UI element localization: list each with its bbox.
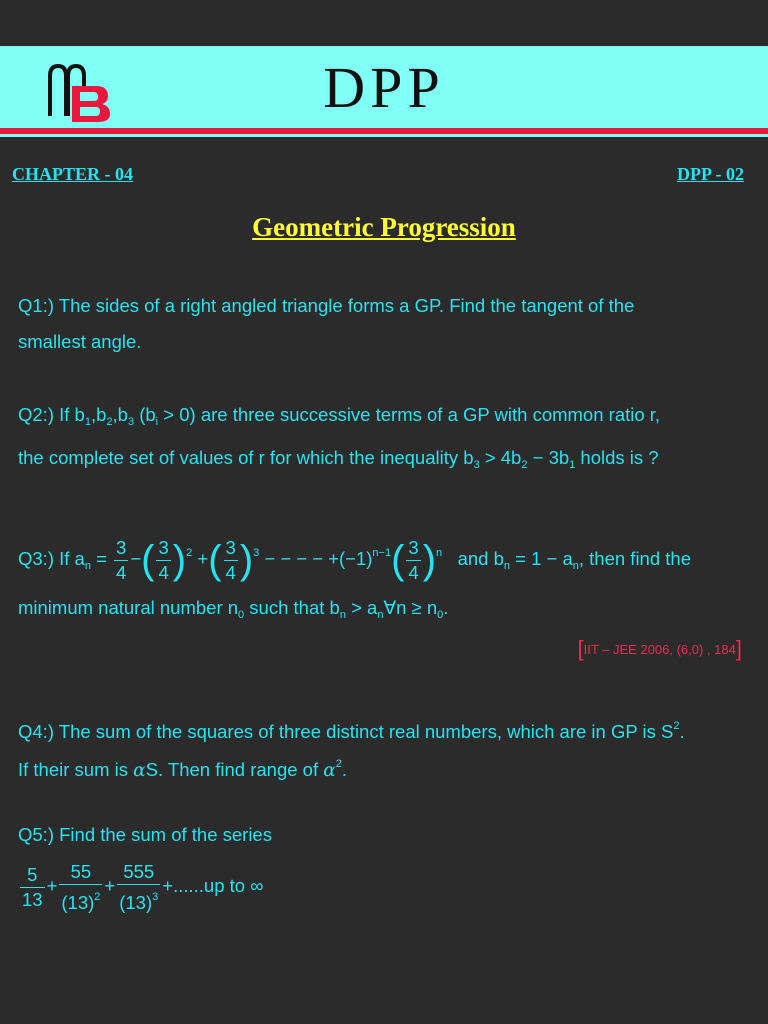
dpp-number-label: DPP - 02	[677, 164, 744, 184]
q1-line2: smallest angle.	[18, 331, 142, 352]
topic-heading: Geometric Progression	[252, 212, 516, 242]
q5-line1: Q5:) Find the sum of the series	[18, 824, 272, 845]
q4-line1: Q4:) The sum of the squares of three distinct real numbers, which are in GP is $S^2$.	[18, 720, 685, 742]
q3-reference: [IIT – JEE 2006, (6,0) , 184]	[577, 636, 742, 661]
q3-line2: minimum natural number $n_0$ such that $b_n$ > $a_n\forall n \ge n_0$.	[18, 597, 449, 621]
q3-line1: Q3:) If $a_n$ = $\frac{3}{4}$ −( $\frac{3}{4}$ )$^2$ +( $\frac{3}{4}$ )$^3$ − − − − $+(-1)^{n-1}$( $\frac{3}{4}$ )$^n$ and $b_n = 1 - a_n$, then find the	[18, 536, 691, 583]
q4-line2: If their sum is αS. Then find range of $\alpha^2$.	[18, 758, 347, 781]
header-cyan-stripe	[0, 134, 768, 137]
q2-line2: the complete set of values of r for which the inequality $b_3 > 4b_2 - 3b_1$ holds is ?	[18, 447, 659, 471]
chapter-label: CHAPTER - 04	[12, 164, 133, 184]
q5-series: $\frac{5}{13}$ + $\frac{55}{(13)^2}$ + $\frac{555}{(13)^3}$ +......up to ∞	[22, 860, 264, 913]
page-title: DPP	[323, 55, 445, 120]
q1-line1: Q1:) The sides of a right angled triangle forms a GP. Find the tangent of the	[18, 295, 635, 316]
q2-line1: Q2:) If $b_1,b_2,b_3$ $(b_i > 0)$ are three successive terms of a GP with common ratio r,	[18, 404, 661, 428]
fraction: $\frac{3}{4}$	[116, 536, 127, 583]
